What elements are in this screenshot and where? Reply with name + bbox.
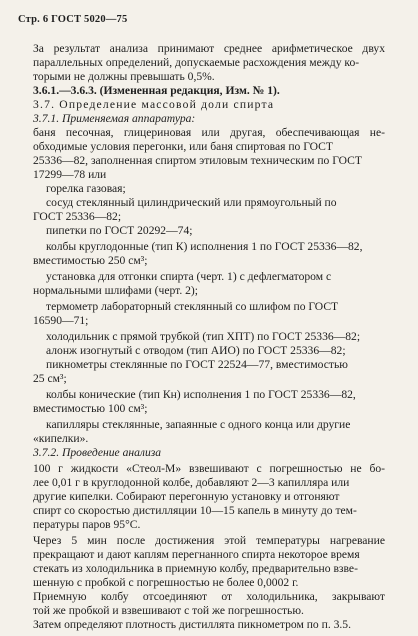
text-line: алонж изогнутый с отводом (тип АИО) по ГОСТ 25336—82; (46, 344, 346, 357)
text-line: 100 г жидкости «Стеол-М» взвешивают с погрешностью не бо- (33, 462, 385, 475)
text-line: вместимостью 250 см³; (33, 254, 148, 267)
text-line: За результат анализа принимают среднее арифметическое двух (33, 42, 385, 55)
text-line: «кипелки». (33, 432, 89, 445)
text-line: нормальными шлифами (черт. 2); (33, 284, 199, 297)
subsection-heading: 3.7.2. Проведение анализа (33, 446, 162, 459)
amendment-note: 3.6.1.—3.6.3. (Измененная редакция, Изм. № 1). (33, 84, 280, 97)
text-line: Приемную колбу отсоединяют от холодильника, закрывают (33, 590, 385, 603)
text-line: колбы конические (тип Кн) исполнения 1 по ГОСТ 25336—82, (46, 388, 356, 401)
text-line: пикнометры стеклянные по ГОСТ 22524—77, вместимостью (46, 358, 348, 371)
text-line: капилляры стеклянные, запаянные с одного конца или другие (46, 418, 351, 431)
text-line: стекать из холодильника в приемную колбу, предварительно взве- (33, 562, 358, 575)
text-line: 25336—82, заполненная спиртом этиловым техническим по ГОСТ (33, 154, 362, 167)
text-line: Затем определяют плотность дистиллята пикнометром по п. 3.5. (33, 618, 352, 631)
text-line: 17299—78 или (33, 168, 107, 181)
text-line: параллельных определений, допускаемые расхождения между ко- (33, 56, 360, 69)
text-line: пературы паров 95°С. (33, 518, 141, 531)
text-line: обходимые условия перегонки, или баня спиртовая по ГОСТ (33, 140, 333, 153)
text-line: другие кипелки. Собирают перегонную установку и отгоняют (33, 490, 340, 503)
page-header: Стр. 6 ГОСТ 5020—75 (18, 14, 128, 25)
subsection-heading: 3.7.1. Применяемая аппаратура: (33, 112, 196, 125)
text-line: пипетки по ГОСТ 20292—74; (46, 224, 193, 237)
text-line: спирт со скоростью дистилляции 10—15 капель в минуту до тем- (33, 504, 357, 517)
text-line: Через 5 мин после достижения этой температуры нагревание (33, 534, 385, 547)
text-line: прекращают и дают каплям перегнанного спирта некоторое время (33, 548, 360, 561)
text-line: лее 0,01 г в круглодонной колбе, добавляют 2—3 капилляра или (33, 476, 350, 489)
text-line: 25 см³; (33, 372, 67, 385)
text-line: установка для отгонки спирта (черт. 1) с дефлегматором с (46, 270, 332, 283)
text-line: колбы круглодонные (тип К) исполнения 1 по ГОСТ 25336—82, (46, 240, 363, 253)
text-line: торыми не должны превышать 0,5%. (33, 70, 215, 83)
text-line: баня песочная, глицериновая или другая, обеспечивающая не- (33, 126, 385, 139)
section-heading: 3.7. Определение массовой доли спирта (33, 98, 275, 111)
text-line: ГОСТ 25336—82; (33, 210, 122, 223)
text-line: сосуд стеклянный цилиндрический или прямоугольный по (46, 196, 337, 209)
text-line: шенную с пробкой с погрешностью не более 0,0002 г. (33, 576, 299, 589)
text-line: холодильник с прямой трубкой (тип ХПТ) по ГОСТ 25336—82; (46, 330, 361, 343)
text-line: той же пробкой и взвешивают с той же погрешностью. (33, 604, 304, 617)
text-line: вместимостью 100 см³; (33, 402, 148, 415)
text-line: термометр лабораторный стеклянный со шлифом по ГОСТ (46, 300, 339, 313)
text-line: горелка газовая; (46, 182, 126, 195)
text-line: 16590—71; (33, 314, 89, 327)
